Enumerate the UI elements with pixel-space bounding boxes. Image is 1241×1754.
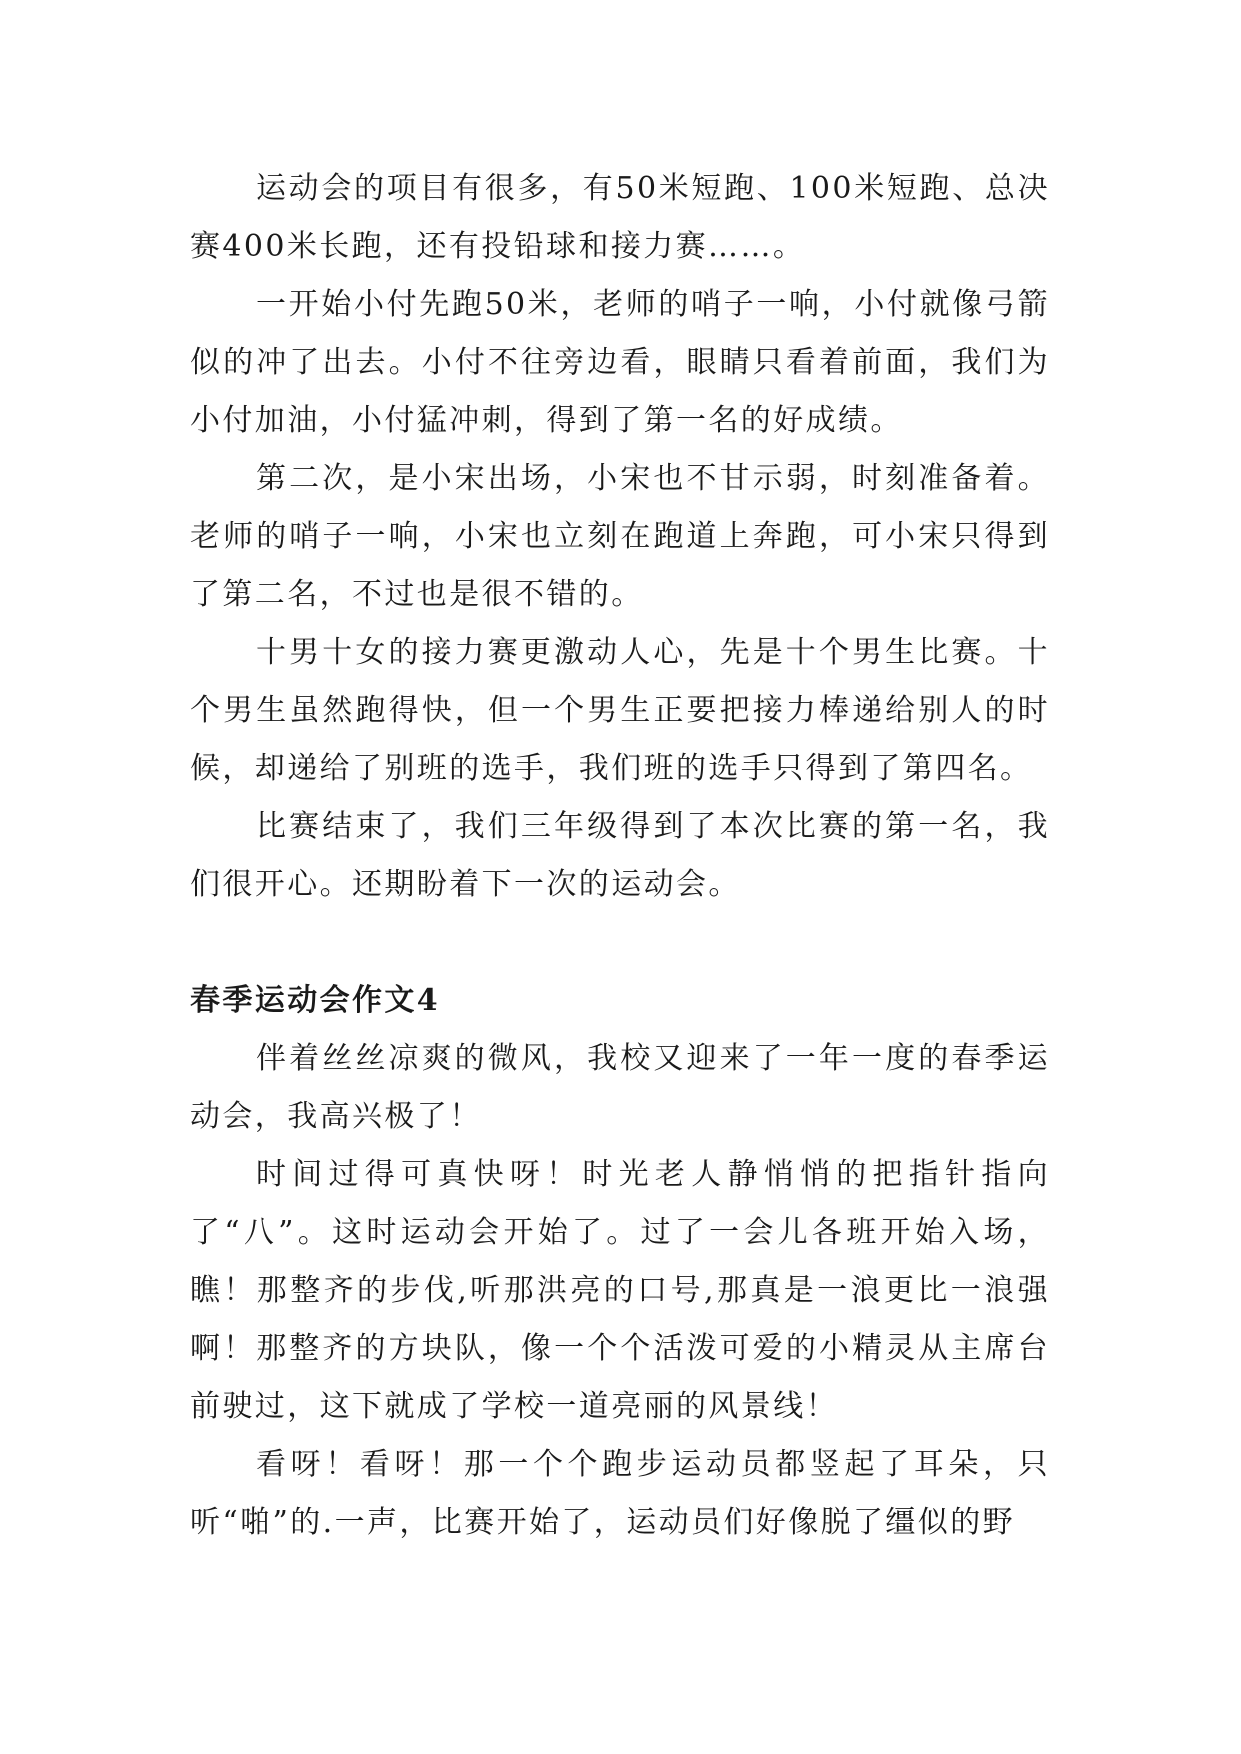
paragraph: 时间过得可真快呀！时光老人静悄悄的把指针指向了“八”。这时运动会开始了。过了一会儿各班开始入场，瞧！那整齐的步伐,听那洪亮的口号,那真是一浪更比一浪强啊！那整齐的方块队，像一个个活泼可爱的小精灵从主席台前驶过，这下就成了学校一道亮丽的风景线！ (190, 1157, 1050, 1424)
document-page (190, 160, 1050, 1552)
paragraph: 十男十女的接力赛更激动人心，先是十个男生比赛。十个男生虽然跑得快，但一个男生正要把接力棒递给别人的时候，却递给了别班的选手，我们班的选手只得到了第四名。 (190, 635, 1050, 786)
paragraph: 第二次，是小宋出场，小宋也不甘示弱，时刻准备着。老师的哨子一响，小宋也立刻在跑道上奔跑，可小宋只得到了第二名，不过也是很不错的。 (190, 461, 1050, 612)
paragraph: 运动会的项目有很多，有50米短跑、100米短跑、总决赛400米长跑，还有投铅球和接力赛……。 (190, 171, 1050, 264)
paragraph: 伴着丝丝凉爽的微风，我校又迎来了一年一度的春季运动会，我高兴极了！ (190, 1041, 1050, 1134)
section-title: 春季运动会作文4 (190, 983, 441, 1018)
paragraph: 一开始小付先跑50米，老师的哨子一响，小付就像弓箭似的冲了出去。小付不往旁边看，眼睛只看着前面，我们为小付加油，小付猛冲刺，得到了第一名的好成绩。 (190, 287, 1050, 438)
paragraph: 看呀！看呀！那一个个跑步运动员都竖起了耳朵，只听“啪”的.一声，比赛开始了，运动员们好像脱了缰似的野 (190, 1447, 1050, 1540)
paragraph: 比赛结束了，我们三年级得到了本次比赛的第一名，我们很开心。还期盼着下一次的运动会。 (190, 809, 1050, 902)
